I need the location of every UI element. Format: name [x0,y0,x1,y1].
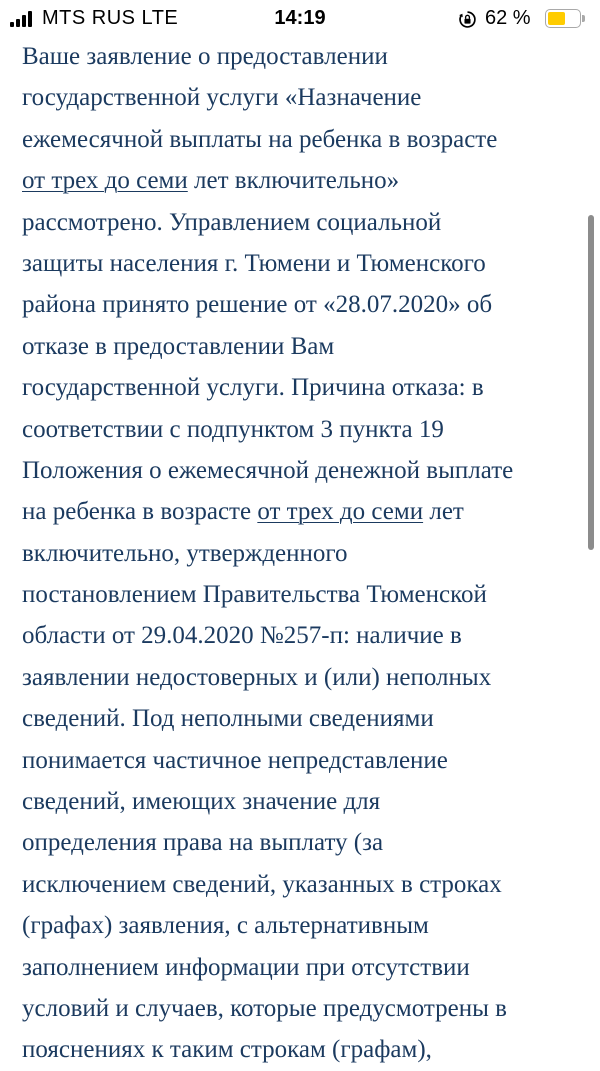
message-line [22,36,582,77]
message-line [22,822,582,863]
message-text: (графах) заявления, с альтернативным [22,912,429,940]
message-line [22,657,582,698]
message-text: соответствии с подпунктом 3 пункта 19 [22,415,444,443]
age-range-link[interactable]: от трех до семи [257,498,424,526]
message-line [22,450,582,491]
message-line [22,367,582,408]
message-line [22,119,582,160]
message-line [22,409,582,450]
message-text: ежемесячной выплаты на ребенка в возрасте [22,125,498,153]
message-text: исключением сведений, указанных в строках [22,870,502,898]
message-line [22,77,582,118]
message-text: лет включительно» [187,167,400,195]
scrollbar[interactable] [588,215,594,550]
message-line [22,326,582,367]
status-bar [0,0,600,38]
message-text: включительно, утвержденного [22,539,348,567]
message-line [22,781,582,822]
message-text: государственной услуги. Причина отказа: в [22,374,484,402]
message-text: постановлением Правительства Тюменской [22,581,487,609]
message-text: сведений, имеющих значение для [22,788,381,816]
notification-message-text [22,36,582,1071]
message-text: определения права на выплату (за [22,829,384,857]
message-line [22,574,582,615]
message-line [22,243,582,284]
message-text: государственной услуги «Назначение [22,84,422,112]
age-range-link[interactable]: от трех до семи [22,167,188,195]
message-line [22,615,582,656]
message-text: лет [423,498,464,526]
message-text: заявлении недостоверных и (или) неполных [22,663,492,691]
message-line [22,905,582,946]
message-text: на ребенка в возрасте [22,498,258,526]
message-line [22,947,582,988]
battery-percent: 62 % [485,7,531,29]
message-text: сведений. Под неполными сведениями [22,705,434,733]
message-line [22,988,582,1029]
message-text: Положения о ежемесячной денежной выплате [22,456,514,484]
message-line [22,698,582,739]
message-line [22,491,582,532]
message-line [22,284,582,325]
carrier-label: MTS RUS LTE [42,7,179,29]
clock: 14:19 [274,7,326,29]
battery-icon [545,9,585,28]
message-text: Ваше заявление о предоставлении [22,43,388,70]
message-text: условий и случаев, которые предусмотрены в [22,994,507,1022]
message-text: пояснениях к таким строкам (графам), [22,1036,432,1064]
message-text: района принято решение от «28.07.2020» об [22,291,493,319]
message-line [22,740,582,781]
message-text: заполнением информации при отсутствии [22,953,470,981]
message-line [22,1029,582,1070]
message-line [22,864,582,905]
message-line [22,202,582,243]
orientation-lock-icon [458,10,477,29]
message-text: понимается частичное непредставление [22,746,448,774]
message-line [22,160,582,201]
message-text: отказе в предоставлении Вам [22,332,335,360]
message-text: защиты населения г. Тюмени и Тюменского [22,249,486,277]
message-line [22,533,582,574]
message-text: области от 29.04.2020 №257-п: наличие в [22,622,462,650]
message-text: рассмотрено. Управлением социальной [22,208,442,236]
